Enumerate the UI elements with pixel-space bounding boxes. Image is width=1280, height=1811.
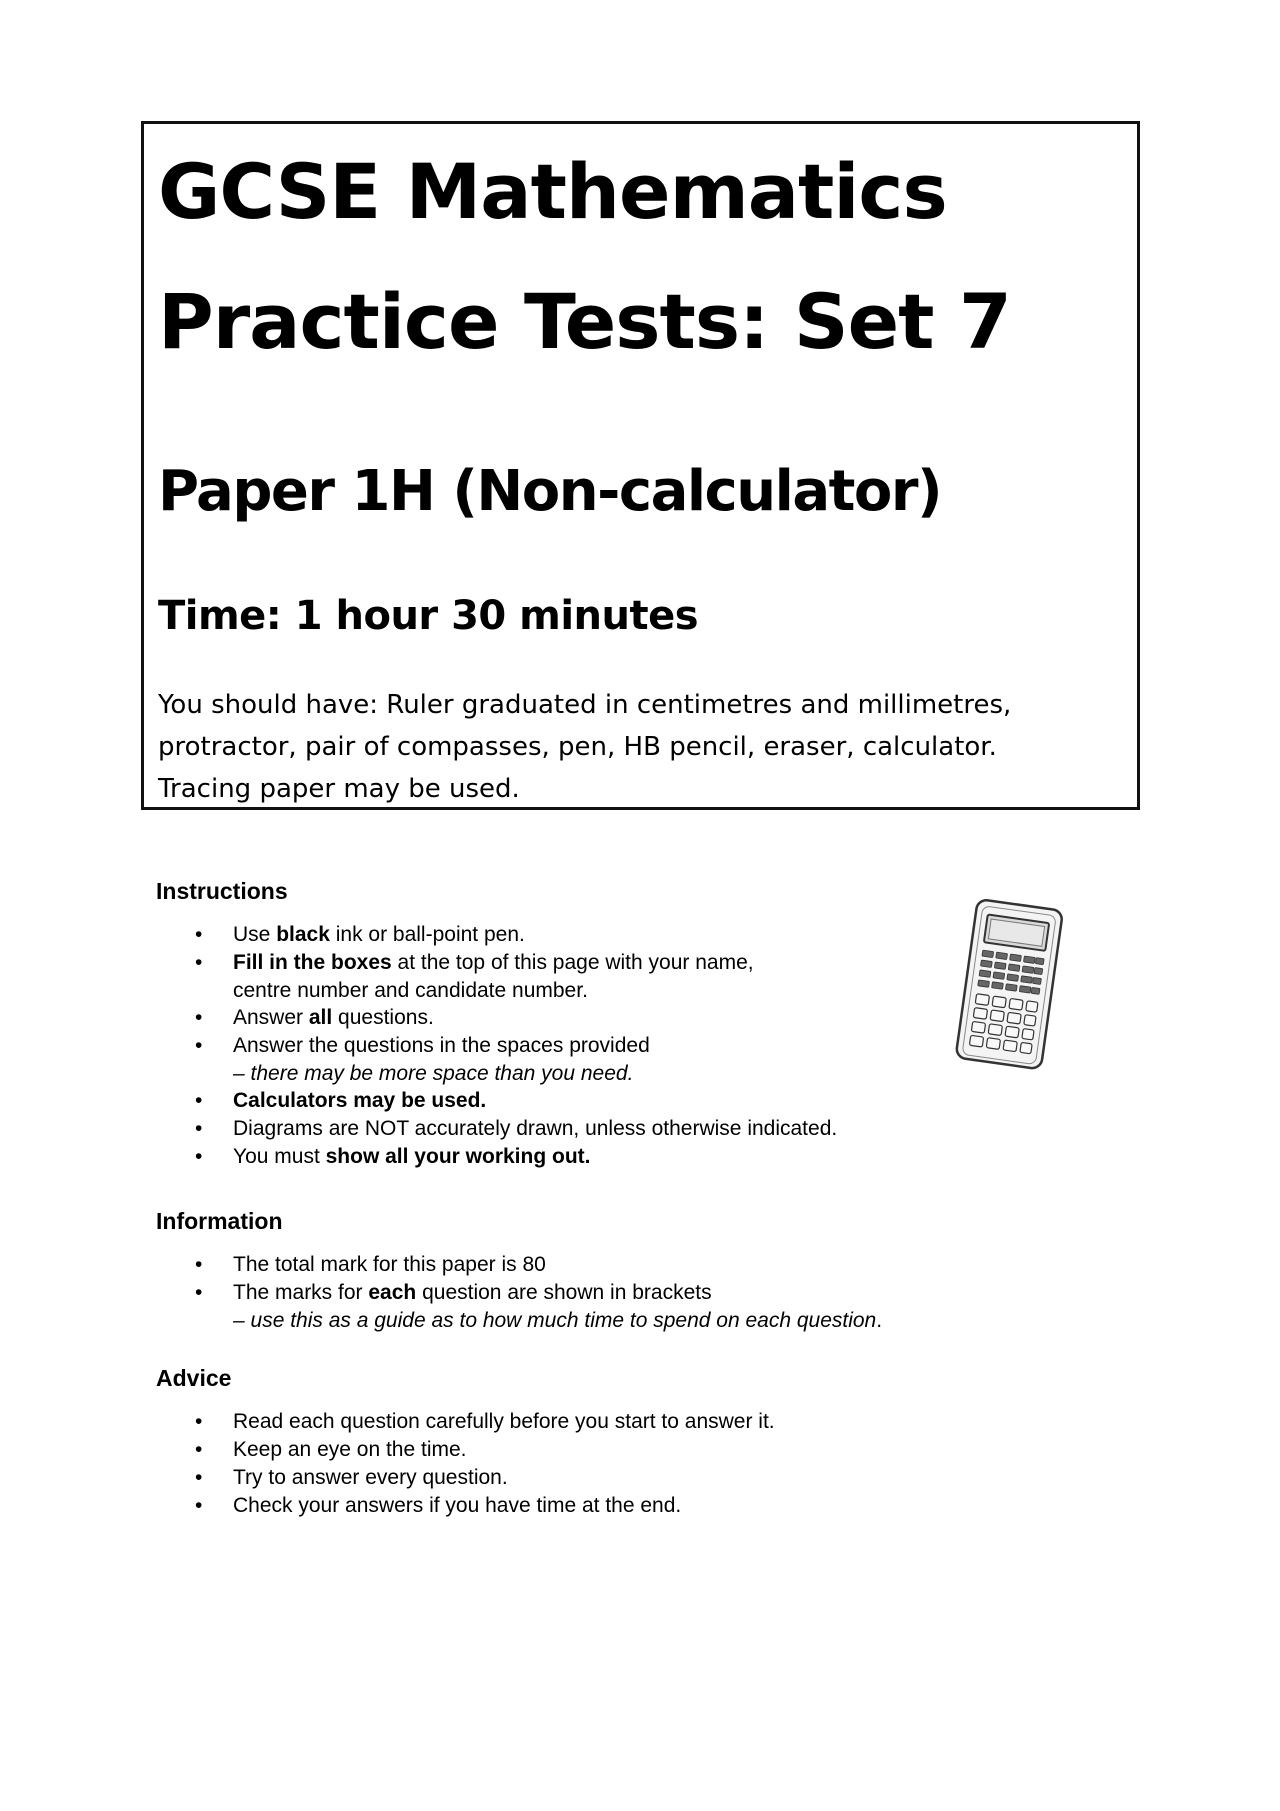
equipment-line-3: Tracing paper may be used.	[158, 774, 520, 804]
bullet-icon: •	[195, 1145, 203, 1168]
bullet-icon: •	[195, 1117, 203, 1140]
information-list	[195, 1251, 882, 1334]
equipment-line-1: You should have: Ruler graduated in centimetres and millimetres,	[158, 690, 1012, 720]
list-item: • Fill in the boxes at the top of this page with your name, centre number and candidate number.	[195, 951, 754, 1002]
list-item: • Answer the questions in the spaces provided – there may be more space than you need.	[195, 1034, 650, 1085]
title-line-2: Practice Tests: Set 7	[158, 277, 1011, 366]
bullet-icon: •	[195, 1089, 203, 1112]
bullet-icon: •	[195, 1253, 203, 1276]
instructions-heading: Instructions	[156, 878, 288, 904]
list-item: • Check your answers if you have time at the end.	[195, 1492, 775, 1520]
list-item: • The marks for each question are shown in brackets – use this as a guide as to how much time to spend on each question.	[195, 1281, 883, 1332]
list-item: • Answer all questions.	[195, 1004, 837, 1032]
bullet-icon: •	[195, 951, 203, 974]
instructions-list	[195, 921, 837, 1171]
equipment-list	[158, 684, 1118, 810]
bullet-icon: •	[195, 1006, 203, 1029]
title-line-1: GCSE Mathematics	[158, 147, 947, 236]
bullet-icon: •	[195, 1466, 203, 1489]
list-item: • Read each question carefully before you start to answer it.	[195, 1408, 775, 1436]
list-item: • Calculators may be used.	[195, 1087, 837, 1115]
advice-heading: Advice	[156, 1365, 232, 1391]
list-item: • Keep an eye on the time.	[195, 1436, 775, 1464]
bullet-icon: •	[195, 1410, 203, 1433]
advice-list	[195, 1408, 775, 1520]
title-box	[141, 121, 1140, 810]
bullet-icon: •	[195, 1034, 203, 1057]
calculator-icon	[948, 896, 1068, 1076]
bullet-icon: •	[195, 1494, 203, 1517]
bullet-icon: •	[195, 1281, 203, 1304]
time-allowed: Time: 1 hour 30 minutes	[158, 593, 699, 639]
list-item: • Try to answer every question.	[195, 1464, 775, 1492]
list-item: • Use black ink or ball-point pen.	[195, 921, 837, 949]
list-item: • You must show all your working out.	[195, 1143, 837, 1171]
list-item: • The total mark for this paper is 80	[195, 1251, 882, 1279]
paper-title: Paper 1H (Non-calculator)	[158, 459, 942, 524]
bullet-icon: •	[195, 923, 203, 946]
bullet-icon: •	[195, 1438, 203, 1461]
list-item: • Diagrams are NOT accurately drawn, unless otherwise indicated.	[195, 1115, 837, 1143]
information-heading: Information	[156, 1208, 283, 1234]
equipment-line-2: protractor, pair of compasses, pen, HB pencil, eraser, calculator.	[158, 732, 997, 762]
